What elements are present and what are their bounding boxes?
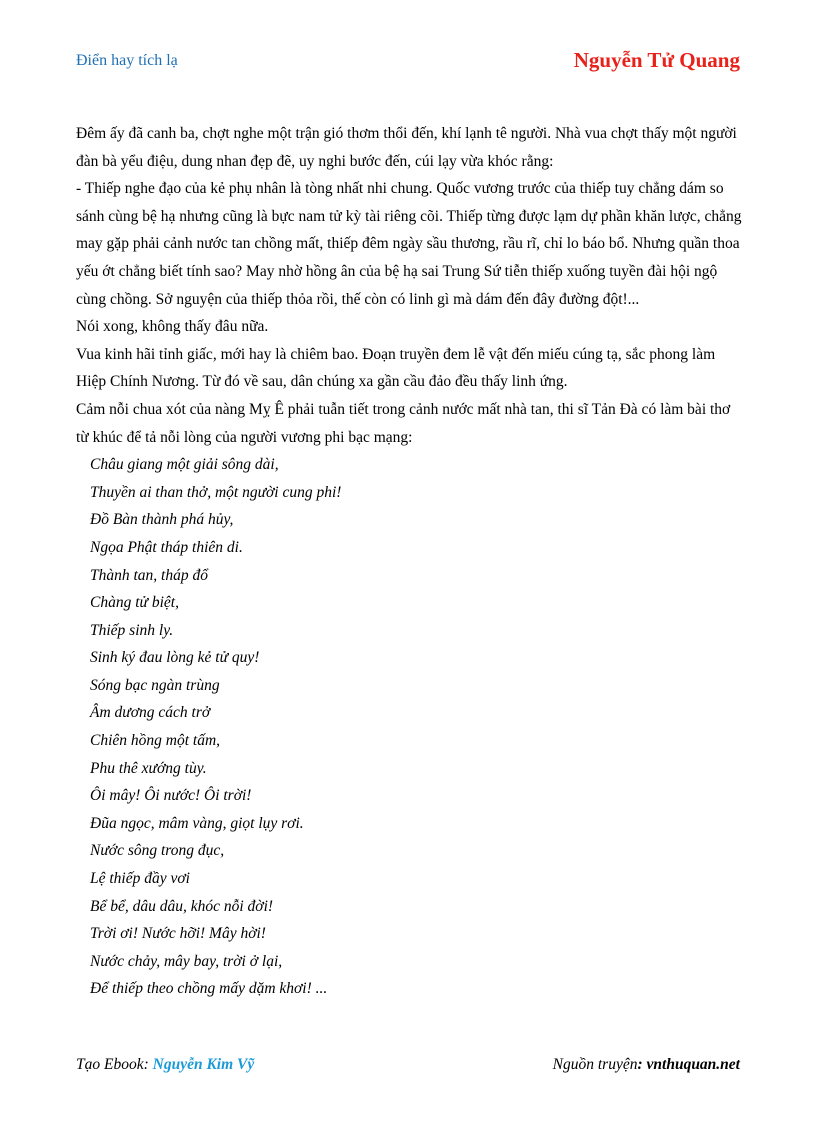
poem-line: Đũa ngọc, mâm vàng, giọt lụy rơi. — [90, 814, 304, 832]
poem-line: Nước sông trong đục, — [90, 842, 225, 860]
header-book-title: Điển hay tích lạ — [76, 52, 178, 69]
paragraph: Cảm nỗi chua xót của nàng Mỵ Ê phải tuẫn tiết trong cảnh nước mất nhà tan, thi sĩ Tản Đà có làm bài thơ từ khúc để tả nỗi lòng của người vương phi bạc mạng: — [76, 400, 731, 446]
footer-source-label: Nguồn truyện — [552, 1056, 638, 1073]
poem-line: Ôi mây! Ôi nước! Ôi trời! — [90, 787, 252, 805]
poem-line: Lệ thiếp đầy vơi — [90, 870, 190, 888]
poem-line: Ngọa Phật tháp thiên di. — [90, 538, 243, 556]
footer-ebook-name: Nguyễn Kim Vỹ — [152, 1056, 255, 1073]
poem-line: Sinh ký đau lòng kẻ tử quy! — [90, 649, 260, 667]
footer-ebook-separator: : — [143, 1056, 153, 1073]
poem-line: Trời ơi! Nước hỡi! Mây hời! — [90, 925, 266, 943]
footer-source-site: vnthuquan.net — [646, 1056, 740, 1073]
poem-line: Thuyền ai than thở, một người cung phi! — [90, 483, 342, 501]
paragraph: Đêm ấy đã canh ba, chợt nghe một trận gió thơm thổi đến, khí lạnh tê người. Nhà vua chợt thấy một người đàn bà yểu điệu, dung nhan đẹp đẽ, uy nghi bước đến, cúi lạy vừa khóc rằng: — [76, 125, 737, 170]
poem-line: Bể bể, dâu dâu, khóc nỗi đời! — [90, 897, 274, 915]
footer-source-separator: : — [637, 1056, 647, 1073]
poem-line: Đồ Bàn thành phá hủy, — [90, 511, 234, 529]
footer-source-credit — [553, 1056, 740, 1074]
footer-ebook-label: Tạo Ebook — [76, 1056, 144, 1073]
poem-line: Chàng tử biệt, — [90, 594, 179, 612]
poem-line: Thành tan, tháp đổ — [90, 566, 208, 584]
paragraph: - Thiếp nghe đạo của kẻ phụ nhân là tòng nhất nhi chung. Quốc vương trước của thiếp tuy chẳng dám so sánh cùng bệ hạ nhưng cũng là bực nam tử kỳ tài riêng cõi. Thiếp từng được lạm dự phần khăn lược, chẳng may gặp phải cảnh nước tan chồng mất, thiếp đêm ngày sầu thương, rầu rĩ, chỉ lo báo bổ. Nhưng quần thoa yếu ớt chẳng biết tính sao? May nhờ hồng ân của bệ hạ sai Trung Sứ tiễn thiếp xuống tuyền đài hội ngộ cùng chồng. Sở nguyện của thiếp thỏa rồi, thế còn có linh gì mà dám đến đây đường đột!... — [76, 180, 742, 308]
poem-line: Để thiếp theo chồng mấy dặm khơi! ... — [90, 980, 328, 998]
poem-line: Chiên hồng một tấm, — [90, 732, 221, 750]
poem-line: Thiếp sinh ly. — [90, 621, 174, 639]
poem-line: Nước chảy, mây bay, trời ở lại, — [90, 952, 283, 970]
paragraph: Nói xong, không thấy đâu nữa. — [76, 318, 269, 336]
poem-line: Âm dương cách trở — [90, 704, 211, 722]
header-author: Nguyễn Tử Quang — [573, 48, 740, 72]
poem-line: Sóng bạc ngàn trùng — [90, 676, 220, 694]
poem — [76, 451, 742, 1003]
body-text — [76, 120, 742, 1003]
footer-ebook-credit — [76, 1056, 254, 1074]
poem-line: Châu giang một giải sông dài, — [90, 456, 279, 474]
poem-line: Phu thê xướng tùy. — [90, 759, 207, 777]
paragraph: Vua kinh hãi tỉnh giấc, mới hay là chiêm bao. Đoạn truyền đem lễ vật đến miếu cúng tạ, sắc phong làm Hiệp Chính Nương. Từ đó về sau, dân chúng xa gần cầu đảo đều thấy linh ứng. — [76, 345, 716, 391]
